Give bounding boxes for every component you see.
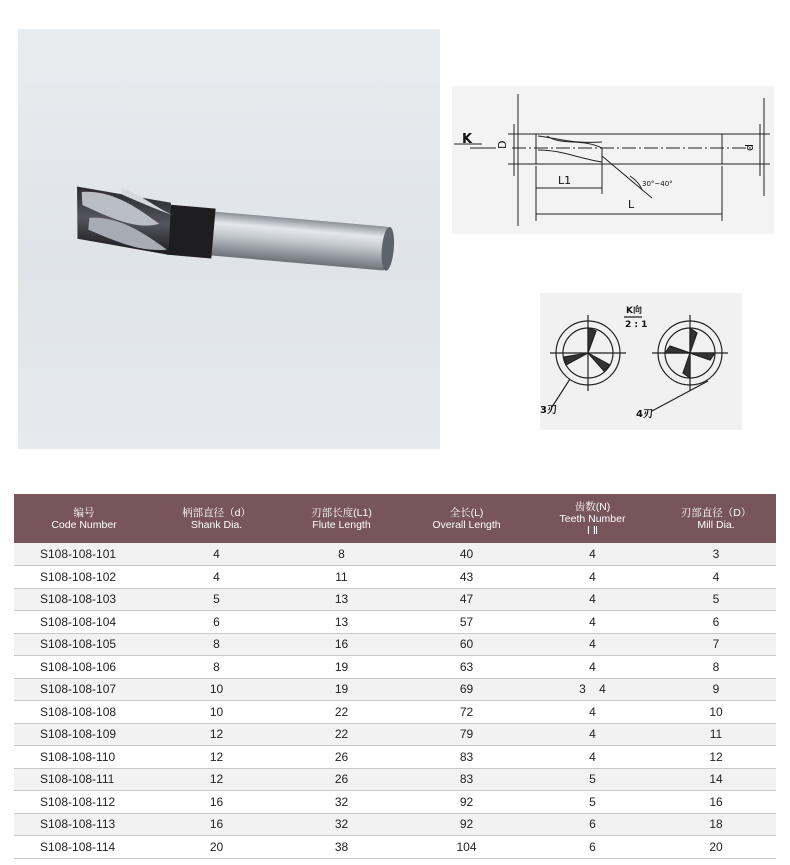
table-row [14, 633, 776, 656]
end-mill-illustration [18, 29, 440, 449]
side-view-drawing [452, 86, 774, 234]
table-cell: 43 [459, 569, 474, 584]
table-cell: 32 [334, 817, 349, 832]
header-shank-dia [154, 494, 279, 543]
table-cell: S108-108-114 [40, 839, 116, 854]
table-cell: 5 [589, 772, 596, 787]
table-row [14, 611, 776, 634]
table-cell: 4 [589, 659, 596, 674]
table-row [14, 566, 776, 589]
header-en-text: Shank Dia. [190, 518, 243, 531]
table-cell: 13 [334, 592, 349, 607]
table-cell: 79 [459, 727, 474, 742]
table-cell: 12 [209, 772, 224, 787]
table-cell: 10 [209, 682, 224, 697]
spec-table-container [14, 494, 776, 859]
view-scale: 2 : 1 [625, 320, 648, 330]
L-label: L [628, 198, 635, 211]
three-flute-label: 3刃 [540, 405, 557, 416]
header-cn-text: 编号 [73, 506, 95, 519]
header-cn-text: 刃部直径（D） [680, 506, 752, 519]
table-cell: 12 [209, 727, 224, 742]
table-row [14, 768, 776, 791]
table-cell: 40 [459, 547, 474, 561]
table-cell: 4 [589, 569, 596, 584]
table-cell: 19 [334, 682, 349, 697]
table-cell: 38 [334, 839, 349, 854]
table-cell: 3 4 [579, 682, 606, 697]
table-cell: S108-108-113 [40, 817, 116, 832]
header-en-text: Code Number [51, 518, 117, 531]
table-row [14, 588, 776, 611]
table-cell: S108-108-104 [40, 614, 117, 629]
table-cell: 19 [334, 659, 349, 674]
table-cell: S108-108-101 [40, 547, 117, 561]
table-cell: 16 [209, 794, 224, 809]
table-row [14, 701, 776, 724]
table-cell: 22 [334, 727, 349, 742]
table-cell: 8 [712, 659, 720, 674]
header-cn-text: 柄部直径（d） [182, 506, 251, 519]
table-header [14, 494, 776, 543]
table-cell: S108-108-105 [40, 637, 117, 652]
d-label: d [743, 144, 756, 151]
table-row [14, 746, 776, 769]
view-label: K向 [626, 306, 642, 316]
table-row [14, 678, 776, 701]
table-cell: 4 [589, 727, 596, 742]
table-cell: 4 [589, 614, 596, 629]
table-cell: 4 [589, 637, 596, 652]
header-code-number [14, 494, 154, 543]
table-cell: 5 [712, 592, 720, 607]
table-cell: 63 [459, 659, 474, 674]
table-cell: 4 [213, 569, 220, 584]
table-row [14, 791, 776, 814]
table-cell: 26 [334, 749, 349, 764]
table-cell: S108-108-103 [40, 592, 117, 607]
table-cell: 10 [209, 704, 224, 719]
table-cell: 104 [456, 839, 477, 854]
table-cell: 7 [712, 637, 720, 652]
header-teeth-number [529, 494, 656, 543]
table-cell: 92 [459, 794, 474, 809]
header-overall-length [404, 494, 529, 543]
table-cell: 4 [589, 704, 596, 719]
table-row [14, 836, 776, 859]
header-en-text: Mill Dia. [697, 518, 735, 531]
end-view-drawing [540, 293, 742, 430]
header-en-text: Teeth Number [559, 512, 626, 525]
table-cell: 92 [459, 817, 474, 832]
table-cell: 57 [459, 614, 474, 629]
table-cell: 4 [589, 592, 596, 607]
table-cell: 69 [459, 682, 474, 697]
table-row [14, 543, 776, 566]
header-flute-length [279, 494, 404, 543]
header-mill-dia [656, 494, 776, 543]
table-cell: 3 [712, 547, 720, 561]
header-extra-text: Ⅰ Ⅱ [586, 524, 599, 537]
table-cell: 4 [589, 547, 596, 561]
table-cell: S108-108-109 [40, 727, 117, 742]
header-en-text: Flute Length [312, 518, 371, 531]
table-row [14, 656, 776, 679]
D-label: D [496, 140, 509, 149]
table-cell: 83 [459, 772, 474, 787]
table-cell: 6 [589, 839, 596, 854]
table-cell: 6 [712, 614, 720, 629]
table-cell: 5 [589, 794, 596, 809]
table-row [14, 813, 776, 836]
table-cell: 9 [712, 682, 720, 697]
table-cell: 16 [209, 817, 224, 832]
header-cn-text: 刃部长度(L1) [311, 506, 372, 519]
table-cell: S108-108-107 [40, 682, 117, 697]
table-cell: 20 [709, 839, 723, 854]
spec-table [14, 494, 776, 859]
table-cell: 83 [459, 749, 474, 764]
table-cell: 6 [589, 817, 596, 832]
table-cell: 8 [338, 547, 345, 561]
table-body [14, 543, 776, 858]
table-cell: 13 [334, 614, 349, 629]
table-cell: S108-108-102 [40, 569, 117, 584]
table-cell: 5 [213, 592, 220, 607]
header-cn-text: 全长(L) [449, 506, 484, 519]
table-row [14, 723, 776, 746]
table-cell: 14 [709, 772, 723, 787]
table-cell: 20 [209, 839, 224, 854]
table-cell: 11 [335, 569, 348, 584]
table-cell: S108-108-111 [40, 772, 115, 787]
table-cell: 26 [334, 772, 349, 787]
table-cell: 4 [213, 547, 220, 561]
table-cell: S108-108-108 [40, 704, 117, 719]
table-cell: 18 [709, 817, 723, 832]
header-en-text: Overall Length [432, 518, 501, 531]
table-cell: 47 [459, 592, 474, 607]
table-cell: S108-108-106 [40, 659, 117, 674]
table-cell: S108-108-112 [40, 794, 116, 809]
table-cell: 8 [213, 659, 220, 674]
product-photo [18, 29, 440, 449]
table-cell: S108-108-110 [40, 749, 116, 764]
table-cell: 72 [459, 704, 474, 719]
table-cell: 12 [209, 749, 224, 764]
table-cell: 22 [334, 704, 349, 719]
table-cell: 16 [334, 637, 349, 652]
table-cell: 60 [459, 637, 474, 652]
table-cell: 10 [709, 704, 723, 719]
table-cell: 4 [712, 569, 720, 584]
k-label: K [462, 132, 473, 147]
table-cell: 6 [213, 614, 220, 629]
table-cell: 12 [709, 749, 723, 764]
L1-label: L1 [558, 174, 572, 187]
four-flute-label: 4刃 [636, 409, 653, 420]
angle-label: 30°~40° [642, 180, 673, 188]
table-cell: 11 [709, 727, 723, 742]
header-cn-text: 齿数(N) [574, 500, 611, 513]
table-cell: 4 [589, 749, 596, 764]
table-cell: 32 [334, 794, 349, 809]
table-cell: 16 [709, 794, 723, 809]
table-cell: 8 [213, 637, 220, 652]
